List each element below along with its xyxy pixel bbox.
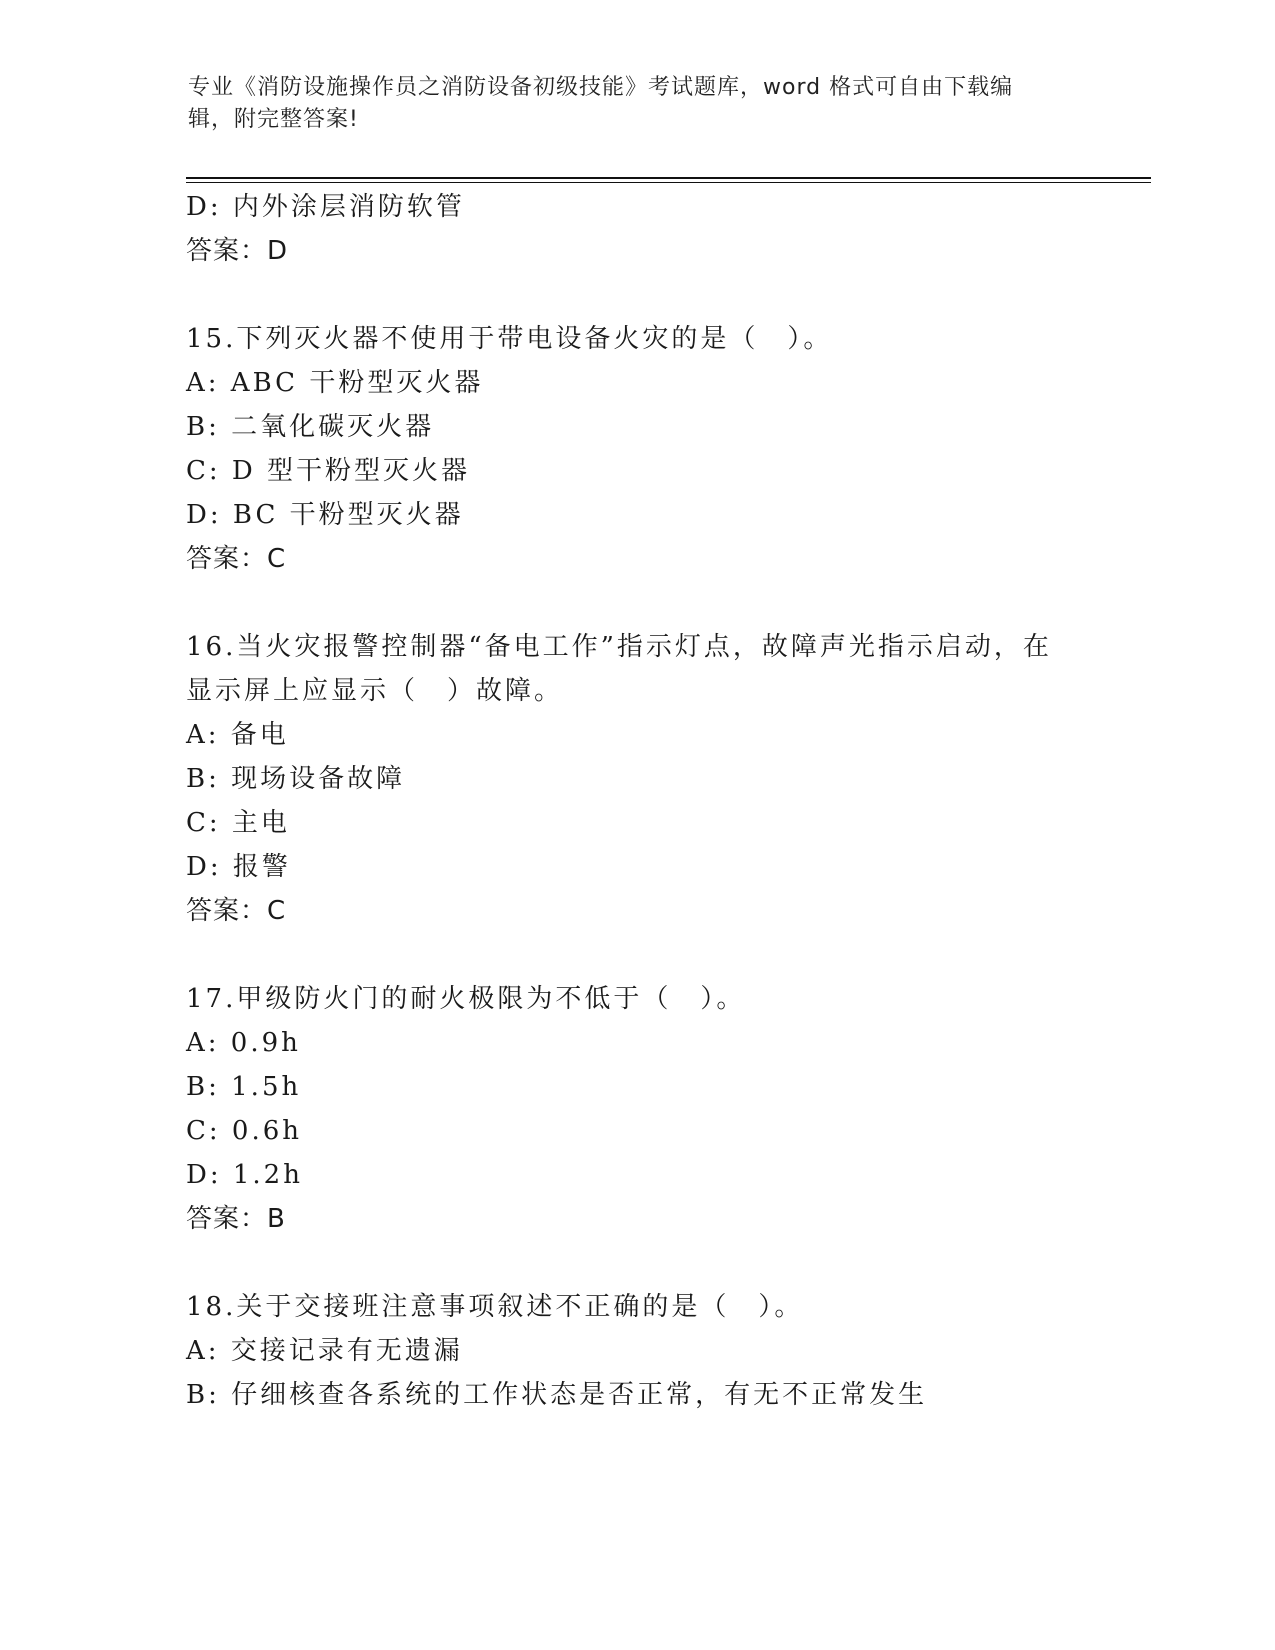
option-line: A: 0.9h: [186, 1028, 301, 1058]
option-line: A: 交接记录有无遗漏: [186, 1336, 463, 1366]
header-line-1: 专业《消防设施操作员之消防设备初级技能》考试题库，word 格式可自由下载编: [188, 75, 1014, 100]
question-line: 15.下列灭火器不使用于带电设备火灾的是（ ）。: [186, 324, 833, 354]
answer-line: 答案：C: [186, 896, 287, 926]
option-line: C: D 型干粉型灭火器: [186, 456, 471, 486]
option-line: D: 1.2h: [186, 1160, 303, 1190]
header-divider-thin: [186, 182, 1151, 183]
option-line: D: 报警: [186, 852, 291, 882]
header-divider: [186, 177, 1151, 179]
option-line: C: 主电: [186, 808, 290, 838]
option-line: A: 备电: [186, 720, 289, 750]
page-header: [188, 72, 1068, 136]
question-line: 17.甲级防火门的耐火极限为不低于（ ）。: [186, 984, 746, 1014]
option-line: D: BC 干粉型灭火器: [186, 500, 464, 530]
question-line: 显示屏上应显示（ ）故障。: [186, 676, 564, 706]
option-line: B: 1.5h: [186, 1072, 302, 1102]
option-line: B: 仔细核查各系统的工作状态是否正常，有无不正常发生: [186, 1380, 928, 1410]
question-line: 18.关于交接班注意事项叙述不正确的是（ ）。: [186, 1292, 804, 1322]
option-line: B: 现场设备故障: [186, 764, 406, 794]
option-line: D: 内外涂层消防软管: [186, 192, 465, 222]
option-line: A: ABC 干粉型灭火器: [186, 368, 484, 398]
header-line-2: 辑，附完整答案!: [188, 107, 359, 132]
option-line: B: 二氧化碳灭火器: [186, 412, 435, 442]
option-line: C: 0.6h: [186, 1116, 303, 1146]
answer-line: 答案：D: [186, 236, 289, 266]
question-line: 16.当火灾报警控制器“备电工作”指示灯点，故障声光指示启动，在: [186, 632, 1052, 662]
answer-line: 答案：B: [186, 1204, 286, 1234]
answer-line: 答案：C: [186, 544, 287, 574]
